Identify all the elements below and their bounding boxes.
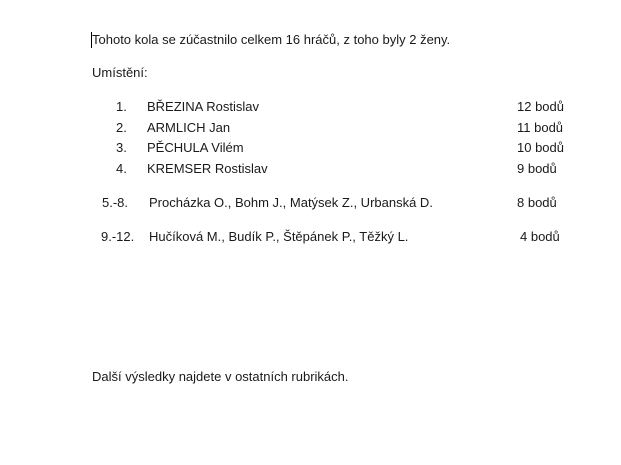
standings-heading: Umístění: <box>92 65 148 80</box>
rank-number: 4. <box>116 161 127 176</box>
rank-number: 3. <box>116 140 127 155</box>
intro-paragraph: Tohoto kola se zúčastnilo celkem 16 hráčů, z toho byly 2 ženy. <box>92 32 451 47</box>
group-names: Procházka O., Bohm J., Matýsek Z., Urbanská D. <box>149 195 433 210</box>
footer-note: Další výsledky najdete v ostatních rubrikách. <box>92 369 349 384</box>
points-value: 4 bodů <box>520 229 560 244</box>
standings-row <box>0 140 621 156</box>
player-name: ARMLICH Jan <box>147 120 231 135</box>
points-value: 12 bodů <box>517 99 564 114</box>
player-name: PĚCHULA Vilém <box>147 140 244 155</box>
standings-row <box>0 120 621 136</box>
player-name: BŘEZINA Rostislav <box>147 99 259 114</box>
standings-row <box>0 99 621 115</box>
rank-number: 2. <box>116 120 127 135</box>
points-value: 11 bodů <box>517 120 564 135</box>
points-value: 10 bodů <box>517 140 564 155</box>
group-rank: 5.-8. <box>102 195 129 210</box>
player-name: KREMSER Rostislav <box>147 161 268 176</box>
points-value: 9 bodů <box>517 161 557 176</box>
points-value: 8 bodů <box>517 195 557 210</box>
standings-row <box>0 161 621 177</box>
rank-number: 1. <box>116 99 127 114</box>
group-row <box>0 195 621 211</box>
group-names: Hučíková M., Budík P., Štěpánek P., Těžký L. <box>149 229 409 244</box>
group-rank: 9.-12. <box>101 229 135 244</box>
group-row <box>0 229 621 245</box>
